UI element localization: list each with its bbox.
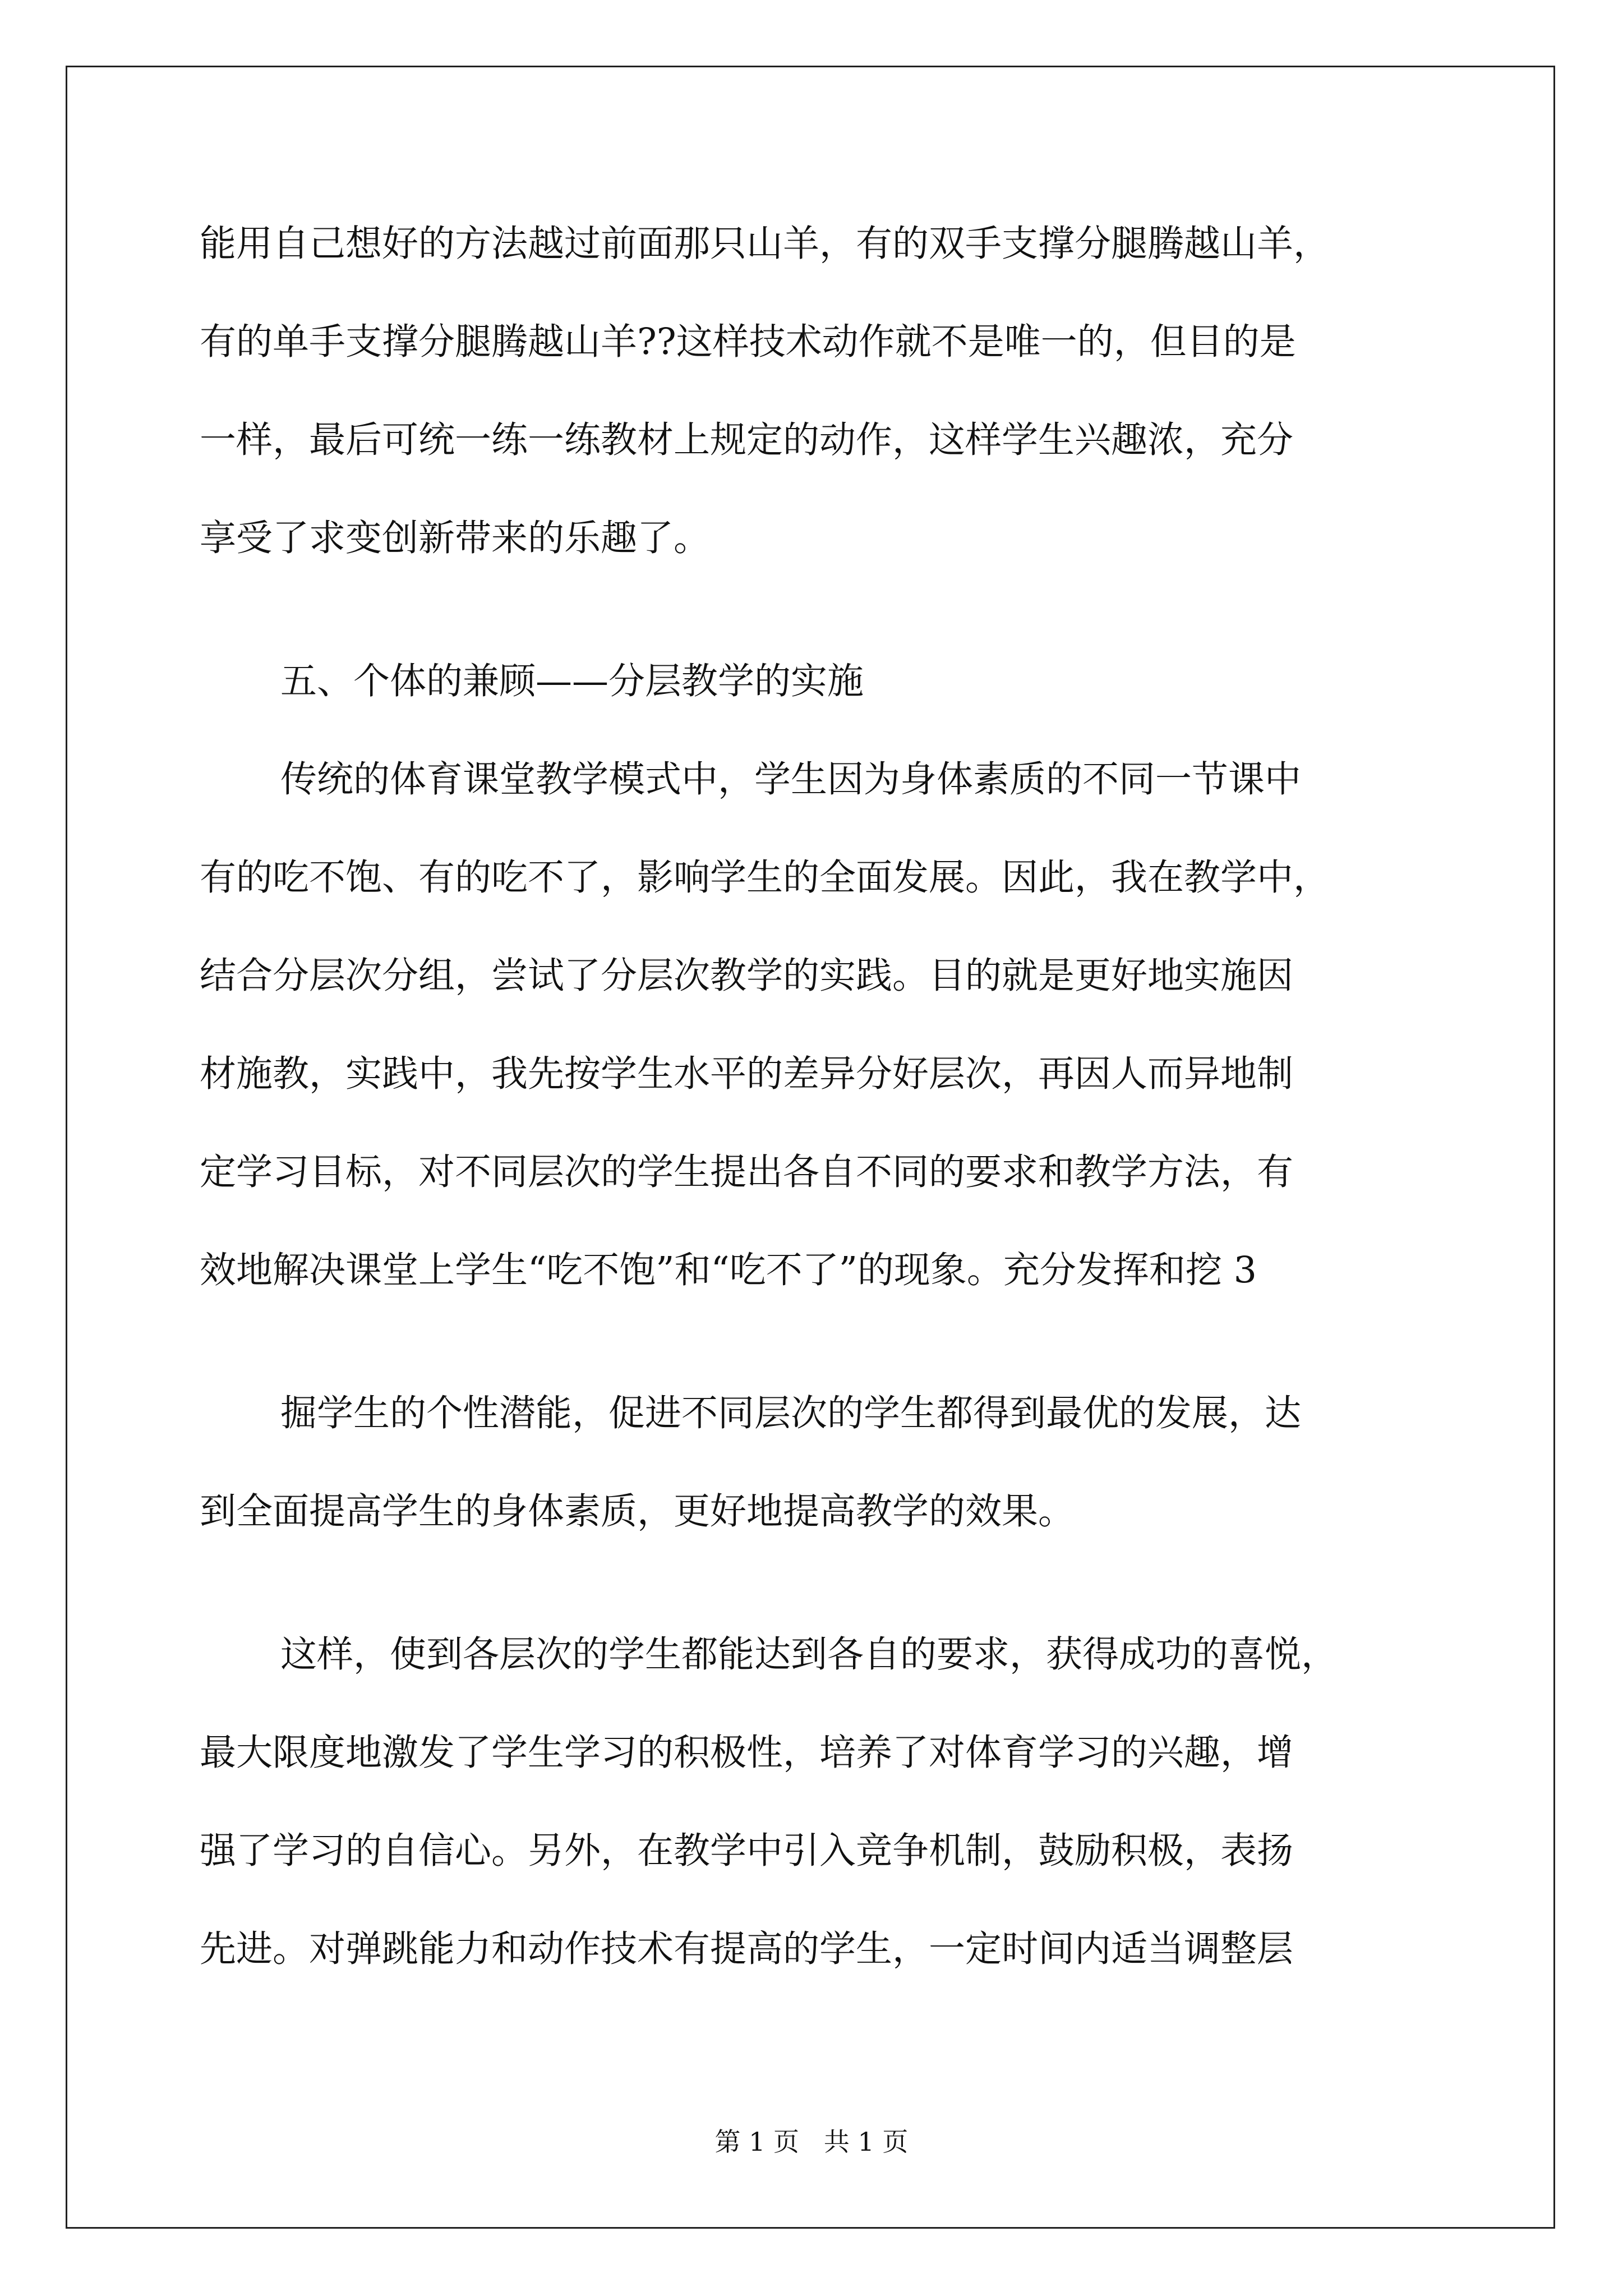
paragraph-line: 结合分层次分组，尝试了分层次教学的实践。目的就是更好地实施因 (200, 955, 1294, 997)
paragraph-line: 一样，最后可统一练一练教材上规定的动作，这样学生兴趣浓，充分 (200, 419, 1294, 461)
page-border (66, 66, 1555, 2229)
paragraph-line: 这样，使到各层次的学生都能达到各自的要求，获得成功的喜悦， (280, 1634, 1338, 1676)
paragraph-line: 定学习目标，对不同层次的学生提出各自不同的要求和教学方法，有 (200, 1151, 1294, 1193)
paragraph-line: 最大限度地激发了学生学习的积极性，培养了对体育学习的兴趣，增 (200, 1732, 1294, 1774)
paragraph-line: 先进。对弹跳能力和动作技术有提高的学生，一定时间内适当调整层 (200, 1928, 1294, 1970)
paragraph-line: 有的单手支撑分腿腾越山羊??这样技术动作就不是唯一的，但目的是 (200, 321, 1296, 363)
paragraph-line: 享受了求变创新带来的乐趣了。 (200, 517, 711, 559)
paragraph-line: 效地解决课堂上学生“吃不饱”和“吃不了”的现象。充分发挥和挖 3 (200, 1249, 1257, 1291)
page-number-footer: 第 1 页 共 1 页 (714, 2127, 909, 2157)
paragraph-line: 材施教，实践中，我先按学生水平的差异分好层次，再因人而异地制 (200, 1053, 1294, 1095)
paragraph-line: 掘学生的个性潜能，促进不同层次的学生都得到最优的发展，达 (280, 1392, 1302, 1434)
paragraph-line: 传统的体育课堂教学模式中，学生因为身体素质的不同一节课中 (280, 758, 1302, 800)
section-heading: 五、个体的兼顾——分层教学的实施 (280, 660, 864, 702)
paragraph-line: 能用自己想好的方法越过前面那只山羊，有的双手支撑分腿腾越山羊， (200, 223, 1330, 265)
paragraph-line: 有的吃不饱、有的吃不了，影响学生的全面发展。因此，我在教学中， (200, 857, 1330, 899)
paragraph-line: 到全面提高学生的身体素质，更好地提高教学的效果。 (200, 1490, 1075, 1533)
paragraph-line: 强了学习的自信心。另外，在教学中引入竞争机制，鼓励积极，表扬 (200, 1830, 1294, 1872)
